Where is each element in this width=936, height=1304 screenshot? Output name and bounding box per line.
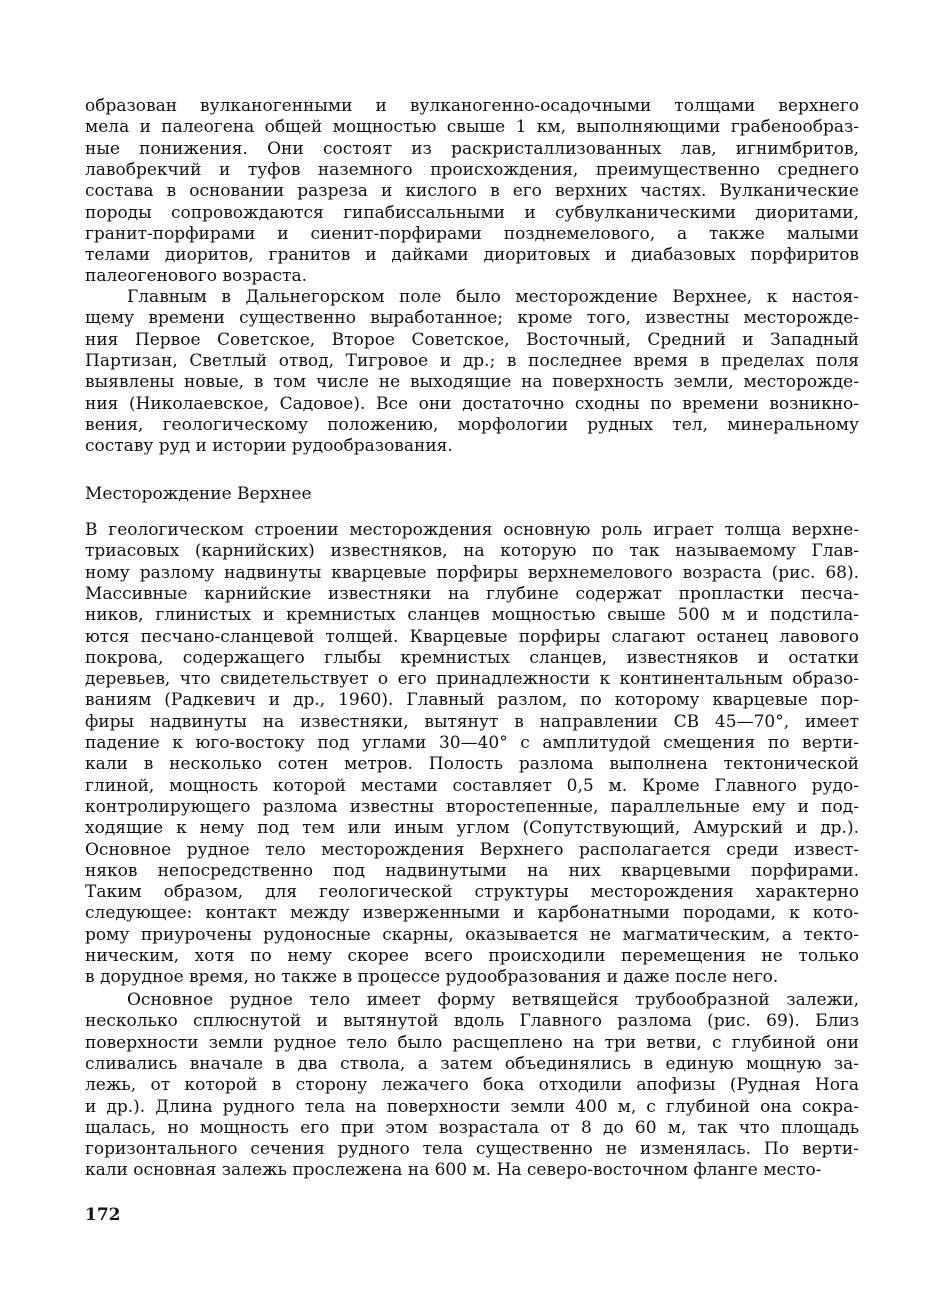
- text-line: сливались вначале в два ствола, а затем объединялись в единую мощную за-: [85, 1053, 859, 1074]
- text-line: лавобрекчий и туфов наземного происхождения, преимущественно среднего: [85, 159, 859, 180]
- text-line: Партизан, Светлый отвод, Тигровое и др.; в последнее время в пределах поля: [85, 350, 859, 371]
- text-line: следующее: контакт между изверженными и карбонатными породами, к кото-: [85, 903, 859, 924]
- text-line: триасовых (карнийских) известняков, на которую по так называемому Глав-: [85, 541, 859, 562]
- text-line: лежь, от которой в сторону лежачего бока отходили апофизы (Рудная Нога: [85, 1075, 859, 1096]
- text-line: вения, геологическому положению, морфологии рудных тел, минеральному: [85, 414, 859, 435]
- text-line: породы сопровождаются гипабиссальными и субвулканическими диоритами,: [85, 202, 859, 223]
- text-line: гранит-порфирами и сиенит-порфирами позднемелового, а также малыми: [85, 223, 859, 244]
- text-line: палеогенового возраста.: [85, 266, 308, 287]
- text-line: покрова, содержащего глыбы кремнистых сланцев, известняков и остатки: [85, 647, 859, 668]
- text-line: кали в несколько сотен метров. Полость разлома выполнена тектонической: [85, 754, 859, 775]
- text-line: ническим, хотя по нему скорее всего происходили перемещения не только: [85, 946, 859, 966]
- text-line: ются песчано-сланцевой толщей. Кварцевые порфиры слагают останец лавового: [85, 626, 859, 647]
- text-line: Массивные карнийские известняки на глубине содержат пропластки песча-: [85, 583, 859, 604]
- text-line: ваниям (Радкевич и др., 1960). Главный разлом, по которому кварцевые пор-: [85, 690, 859, 711]
- text-line: Таким образом, для геологической структуры месторождения характерно: [85, 882, 859, 903]
- text-line: и др.). Длина рудного тела на поверхности земли 400 м, с глубиной она сокра-: [85, 1096, 859, 1117]
- text-line: глиной, мощность которой местами составляет 0,5 м. Кроме Главного рудо-: [85, 775, 859, 796]
- text-line: ному разлому надвинуты кварцевые порфиры верхнемелового возраста (рис. 68).: [85, 562, 859, 583]
- text-line: Главным в Дальнегорском поле было месторождение Верхнее, к настоя-: [127, 287, 859, 307]
- text-line: Основное рудное тело имеет форму ветвящейся трубообразной залежи,: [127, 990, 859, 1010]
- text-line: щему времени существенно выработанное; кроме того, известны месторожде-: [85, 308, 859, 329]
- text-line: деревьев, что свидетельствует о его принадлежности к континентальным образо-: [85, 669, 859, 690]
- text-line: ния Первое Советское, Второе Советское, Восточный, Средний и Западный: [85, 329, 859, 350]
- page-number: 172: [85, 1205, 121, 1225]
- text-line: поверхности земли рудное тело было расщеплено на три ветви, с глубиной они: [85, 1032, 859, 1053]
- text-line: Основное рудное тело месторождения Верхнего располагается среди извест-: [85, 839, 859, 860]
- text-line: мела и палеогена общей мощностью свыше 1 км, выполняющими грабенообраз-: [85, 117, 859, 138]
- text-line: фиры надвинуты на известняки, вытянут в направлении СВ 45—70°, имеет: [85, 711, 859, 732]
- text-line: падение к юго-востоку под углами 30—40° с амплитудой смещения по верти-: [85, 733, 859, 753]
- text-line: состава в основании разреза и кислого в его верхних частях. Вулканические: [85, 181, 859, 202]
- text-line: рому приурочены рудоносные скарны, оказывается не магматическим, а текто-: [85, 924, 859, 945]
- text-line: составу руд и истории рудообразования.: [85, 436, 453, 457]
- text-line: контролирующего разлома известны второстепенные, параллельные ему и под-: [85, 796, 859, 817]
- text-line: ния (Николаевское, Садовое). Все они достаточно сходны по времени возникно-: [85, 393, 859, 414]
- text-line: ников, глинистых и кремнистых сланцев мощностью свыше 500 м и подстила-: [85, 605, 859, 626]
- text-line: кали основная залежь прослежена на 600 м. На северо-восточном фланге место-: [85, 1160, 822, 1181]
- text-line: В геологическом строении месторождения основную роль играет толща верхне-: [85, 520, 859, 540]
- text-line: горизонтального сечения рудного тела существенно не изменялась. По верти-: [85, 1139, 859, 1160]
- text-line: несколько сплюснутой и вытянутой вдоль Главного разлома (рис. 69). Близ: [85, 1011, 859, 1032]
- text-line: в дорудное время, но также в процессе рудообразования и даже после него.: [85, 967, 779, 988]
- section-heading: Месторождение Верхнее: [85, 484, 312, 504]
- text-line: ные понижения. Они состоят из раскристаллизованных лав, игнимбритов,: [85, 138, 859, 159]
- text-line: образован вулканогенными и вулканогенно-осадочными толщами верхнего: [85, 96, 859, 116]
- text-line: ходящие к нему под тем или иным углом (Сопутствующий, Амурский и др.).: [85, 818, 859, 839]
- text-line: няков непосредственно под надвинутыми на них кварцевыми порфирами.: [85, 860, 859, 881]
- text-line: телами диоритов, гранитов и дайками диоритовых и диабазовых порфиритов: [85, 245, 859, 266]
- text-line: выявлены новые, в том числе не выходящие на поверхность земли, месторожде-: [85, 372, 859, 393]
- text-line: щалась, но мощность его при этом возрастала от 8 до 60 м, так что площадь: [85, 1117, 859, 1138]
